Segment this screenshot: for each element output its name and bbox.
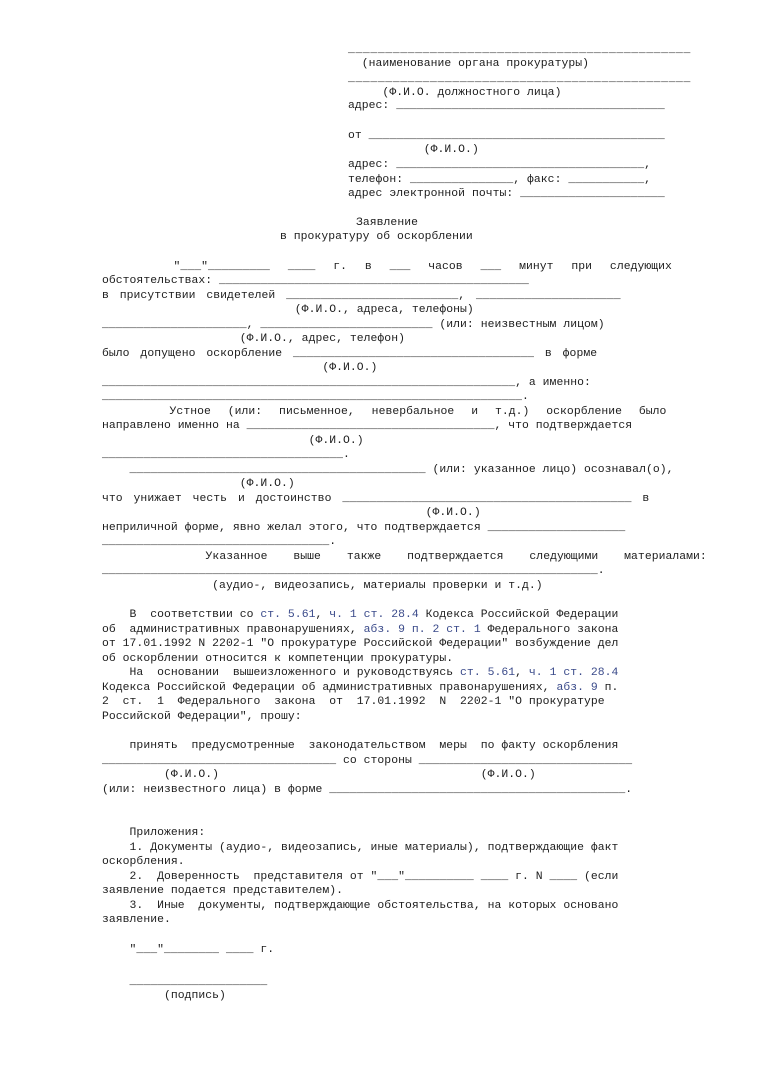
body-blank-line-3: _________________________________. [102, 536, 337, 548]
body-person-caption: (Ф.И.О., адрес, телефон) [102, 333, 405, 345]
footer-date-field: "___"________ ____ г. [102, 944, 275, 956]
body-fio-caption-1: (Ф.И.О.) [102, 362, 378, 374]
header-from-caption: (Ф.И.О.) [348, 144, 479, 156]
body-namely-line: ____________________________________________________________, а именно: [102, 377, 591, 389]
body-blank-line-4: ________________________________________________________________________. [102, 565, 605, 577]
signature-caption: (подпись) [102, 990, 226, 1002]
link-art-5-61-b[interactable]: ст. 5.61 [460, 667, 516, 679]
legal-line-7: 2 ст. 1 Федерального закона от 17.01.1992 N 2202-1 "О прокуратуре [102, 696, 605, 708]
request-fio-captions: (Ф.И.О.) (Ф.И.О.) [102, 769, 536, 781]
body-witnesses-caption: (Ф.И.О., адреса, телефоны) [102, 304, 474, 316]
header-phone-fax-field: телефон: _______________, факс: ___________, [348, 174, 651, 186]
link-part-1-art-28-4-b[interactable]: ч. 1 ст. 28.4 [528, 667, 619, 679]
header-address-field: адрес: _______________________________________ [348, 100, 665, 112]
document-subtitle: в прокуратуру об оскорблении [280, 231, 473, 243]
signature-line: ____________________ [102, 976, 268, 988]
body-circumstances-line: обстоятельствах: _____________________________________________ [102, 275, 529, 287]
header-email-field: адрес электронной почты: _____________________ [348, 188, 665, 200]
header-organ-caption: (наименование органа прокуратуры) [348, 58, 589, 70]
legal-line-1: В соответствии со ст. 5.61, ч. 1 ст. 28.4 Кодекса Российской Федерации [102, 609, 619, 621]
body-fio-caption-3: (Ф.И.О.) [102, 478, 295, 490]
body-materials-line: Указанное выше также подтверждается следующими материалами: [102, 551, 707, 563]
body-aware-line: ___________________________________________ (или: указанное лицо) осознавал(о), [102, 464, 674, 476]
attachment-item-2: 2. Доверенность представителя от "___"__________ ____ г. N ____ (если [102, 871, 619, 883]
legal-line-6: Кодекса Российской Федерации об административных правонарушениях, абз. 9 п. [102, 682, 619, 694]
link-art-5-61[interactable]: ст. 5.61 [260, 609, 316, 621]
body-unknown-person-line: _____________________, _________________________ (или: неизвестным лицом) [102, 319, 605, 331]
body-date-line: "___"_________ ____ г. в ___ часов ___ минут при следующих [102, 261, 672, 273]
header-line-organ: ______________________________________________ [348, 44, 691, 56]
header-official-caption: (Ф.И.О. должностного лица) [348, 87, 562, 99]
document-title: Заявление [356, 217, 418, 229]
attachments-heading: Приложения: [102, 827, 206, 839]
attachment-item-3-cont: заявление. [102, 914, 171, 926]
link-part-1-art-28-4[interactable]: ч. 1 ст. 28.4 [329, 609, 419, 621]
header-line-official: ______________________________________________ [348, 73, 691, 85]
request-line-form: (или: неизвестного лица) в форме ___________________________________________. [102, 784, 633, 796]
attachment-item-3: 3. Иные документы, подтверждающие обстоятельства, на которых основано [102, 900, 619, 912]
header-from-field: от ___________________________________________ [348, 130, 665, 142]
header-sender-address-field: адрес: ____________________________________, [348, 159, 651, 171]
attachment-item-1-cont: оскорбления. [102, 856, 185, 868]
body-fio-caption-2: (Ф.И.О.) [102, 435, 364, 447]
body-indecent-form-line: неприличной форме, явно желал этого, что подтверждается ____________________ [102, 522, 626, 534]
request-line-1: принять предусмотренные законодательством меры по факту оскорбления [102, 740, 619, 752]
body-oral-insult-line: Устное (или: письменное, невербальное и т.д.) оскорбление было [102, 406, 667, 418]
body-blank-line-1: _____________________________________________________________. [102, 391, 529, 403]
body-insult-form-line: было допущено оскорбление ___________________________________ в форме [102, 348, 598, 360]
body-fio-caption-4: (Ф.И.О.) [102, 507, 481, 519]
link-abz-9-p-2-art-1[interactable]: абз. 9 п. 2 ст. 1 [363, 624, 481, 636]
legal-line-5: На основании вышеизложенного и руководствуясь ст. 5.61, ч. 1 ст. 28.4 [102, 667, 619, 679]
attachment-item-2-cont: заявление подается представителем). [102, 885, 343, 897]
attachment-item-1: 1. Документы (аудио-, видеозапись, иные материалы), подтверждающие факт [102, 842, 619, 854]
body-directed-line: направлено именно на ____________________________________, что подтверждается [102, 420, 633, 432]
body-blank-line-2: ___________________________________. [102, 449, 350, 461]
body-materials-caption: (аудио-, видеозапись, материалы проверки и т.д.) [102, 580, 543, 592]
legal-line-3: от 17.01.1992 N 2202-1 "О прокуратуре Российской Федерации" возбуждение дел [102, 638, 619, 650]
body-witnesses-line: в присутствии свидетелей _________________________, _____________________ [102, 290, 621, 302]
legal-line-2: об административных правонарушениях, абз. 9 п. 2 ст. 1 Федерального закона [102, 624, 619, 636]
link-abz-9[interactable]: абз. 9 [556, 682, 598, 694]
request-line-2: __________________________________ со стороны _______________________________ [102, 755, 633, 767]
body-dignity-line: что унижает честь и достоинство __________________________________________ в [102, 493, 650, 505]
legal-line-4: об оскорблении относится к компетенции прокуратуры. [102, 653, 454, 665]
legal-line-8: Российской Федерации", прошу: [102, 711, 302, 723]
